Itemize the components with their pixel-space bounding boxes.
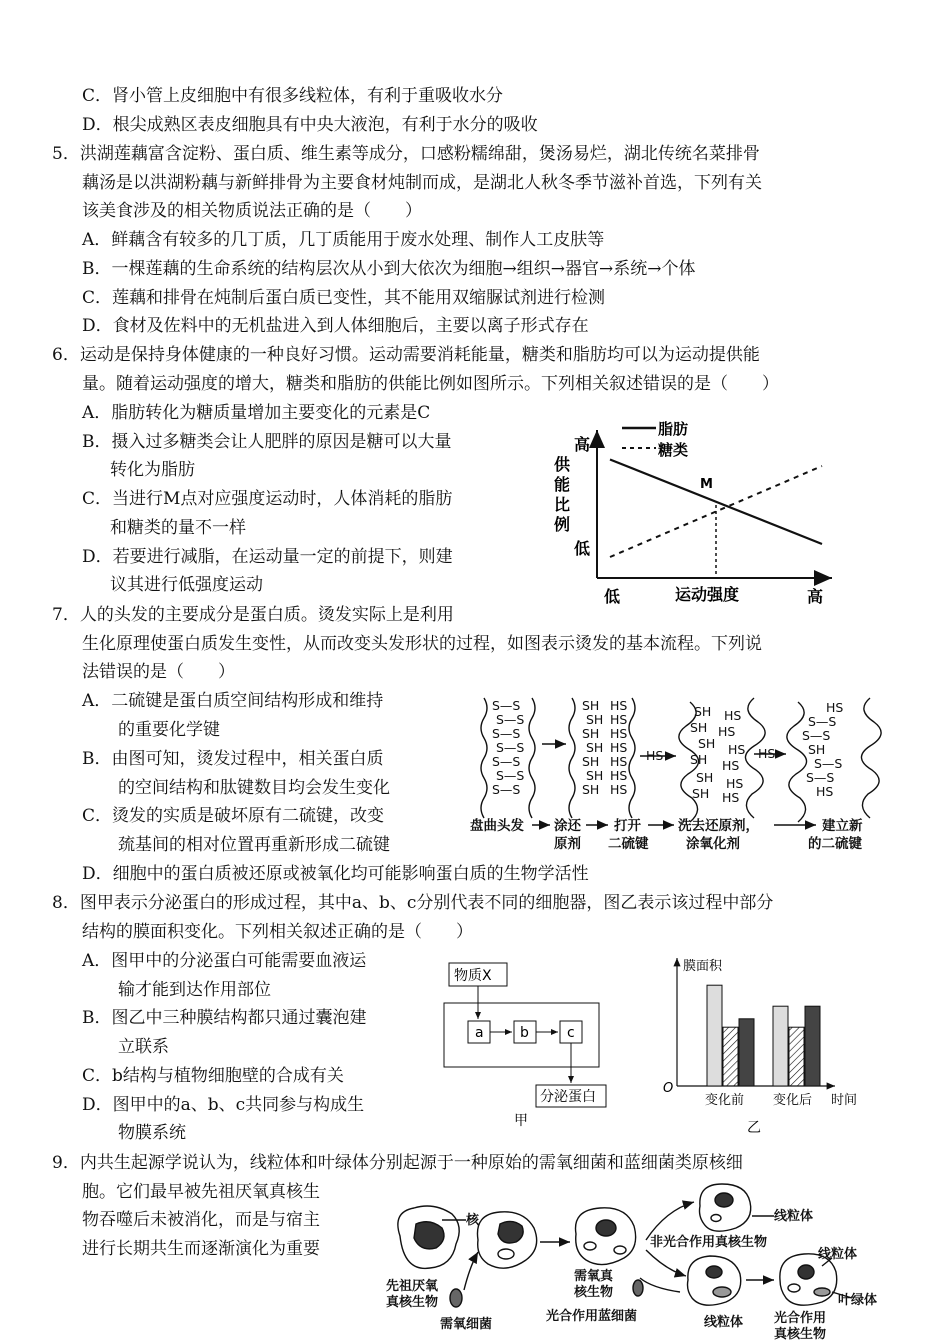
q9-aerobic-euk-line1: 需氧真 [574,1269,614,1284]
q5-option-c: C．莲藕和排骨在炖制后蛋白质已变性，其不能用双缩脲试剂进行检测 [82,288,606,308]
q6-y-label: 供能比例 [554,455,571,534]
svg-text:HS: HS [722,758,740,773]
q9-mito-label-3: 线粒体 [704,1315,744,1330]
svg-text:SH: SH [582,726,600,741]
q8-bar-before-1 [707,985,722,1086]
svg-text:SH: SH [582,698,600,713]
svg-text:HS: HS [610,698,628,713]
q7-stem-line2: 生化原理使蛋白质发生变性，从而改变头发形状的过程，如图表示烫发的基本流程。下列说 [82,634,762,654]
q8-option-a-line1: A．图甲中的分泌蛋白可能需要血液运 [82,951,367,971]
svg-text:SH: SH [692,786,710,801]
svg-text:SH: SH [694,704,712,719]
q5-stem-line3: 该美食涉及的相关物质说法正确的是（ ） [82,201,422,221]
q8-option-b-line2: 立联系 [118,1037,169,1057]
svg-text:HS: HS [816,784,834,799]
q9-ancestor-line2: 真核生物 [386,1295,439,1310]
svg-text:SH: SH [698,736,716,751]
q7-option-d: D．细胞中的蛋白质被还原或被氧化均可能影响蛋白质的生物学活性 [82,864,589,884]
q7-option-c-line1: C．烫发的实质是破坏原有二硫键，改变 [82,806,385,826]
q7-step2-line1: 涂还 [554,818,581,834]
q7-stem-line3: 法错误的是（ ） [82,662,235,682]
q9-photo-euk-line1: 光合作用 [774,1311,827,1326]
q9-stem-line4: 进行长期共生而逐渐演化为重要 [82,1239,320,1259]
q7-stem-line1: 7．人的头发的主要成分是蛋白质。烫发实际上是利用 [52,605,454,625]
q8-organelle-a: a [475,1025,484,1041]
q7-option-b-line1: B．由图可知，烫发过程中，相关蛋白质 [82,749,384,769]
q8-bar-after-3 [805,1006,820,1086]
q8-option-b-line1: B．图乙中三种膜结构都只通过囊泡建 [82,1008,367,1028]
q8-label-jia: 甲 [514,1113,528,1129]
q8-bar-after-2 [789,1027,804,1086]
q6-x-high: 高 [807,587,824,606]
q8-y-label: 膜面积 [683,959,723,974]
q9-nucleus-label: 核 [466,1213,480,1228]
q7-option-a-line2: 的重要化学键 [118,720,220,740]
q7-perm-diagram [468,690,888,858]
q7-step4-line2: 涂氧化剂 [686,836,740,852]
svg-text:SH: SH [586,740,604,755]
svg-text:HS: HS [610,726,628,741]
q7-step4-line1: 洗去还原剂， [678,818,759,834]
svg-text:S—S: S—S [806,770,835,785]
q8-x-after: 变化后 [773,1093,813,1108]
q7-option-c-line2: 巯基间的相对位置再重新形成二硫键 [118,835,390,855]
svg-text:HS: HS [718,724,736,739]
svg-text:S—S: S—S [492,782,521,797]
q6-stem-line2: 量。随着运动强度的增大，糖类和脂肪的供能比例如图所示。下列相关叙述错误的是（ ） [82,374,779,394]
q6-y-low: 低 [574,539,591,558]
q7-step2-line2: 原剂 [554,836,581,852]
q6-option-a: A．脂肪转化为糖质量增加主要变化的元素是C [82,403,431,423]
q5-option-d: D．食材及佐料中的无机盐进入到人体细胞后，主要以离子形式存在 [82,316,589,336]
q5-stem-line1: 5．洪湖莲藕富含淀粉、蛋白质、维生素等成分，口感粉糯绵甜，煲汤易烂，湖北传统名菜排骨 [52,144,760,164]
svg-text:HS: HS [610,712,628,727]
q6-legend-sugar: 糖类 [658,441,689,459]
q9-stem-line3: 物吞噬后未被消化，而是与宿主 [82,1210,320,1230]
svg-text:SH: SH [582,754,600,769]
q9-stem-line2: 胞。它们最早被先祖厌氧真核生 [82,1182,320,1202]
q5-stem-line2: 藕汤是以洪湖粉藕与新鲜排骨为主要食材炖制而成，是湖北人秋冬季节滋补首选，下列有关 [82,173,762,193]
q6-legend-fat: 脂肪 [658,420,689,438]
q8-bars [707,985,820,1086]
q9-endosymbiosis-diagram [382,1180,902,1340]
q8-figure-yi [655,952,880,1137]
q9-aerobic-bacterium-label: 需氧细菌 [440,1317,493,1332]
q9-cyano-label: 光合作用蓝细菌 [546,1309,638,1324]
svg-text:S—S: S—S [808,714,837,729]
q8-figure-jia [440,955,615,1130]
svg-text:S—S: S—S [496,768,525,783]
q9-stem-line1: 9．内共生起源学说认为，线粒体和叶绿体分别起源于一种原始的需氧细菌和蓝细菌类原核细 [52,1153,743,1173]
q8-organelle-b: b [520,1025,529,1041]
q7-step5-line1: 建立新 [822,818,863,834]
q7-option-b-line2: 的空间结构和肽键数目均会发生变化 [118,778,390,798]
q7-step1: 盘曲头发 [470,818,524,834]
q4-option-d: D．根尖成熟区表皮细胞具有中央大液泡，有利于水分的吸收 [82,115,538,135]
svg-text:HS: HS [646,748,664,763]
svg-text:S—S: S—S [496,712,525,727]
svg-text:HS: HS [826,700,844,715]
q8-origin: O [663,1081,674,1096]
svg-text:SH: SH [690,720,708,735]
q9-cyanobacterium [633,1280,643,1296]
q9-photo-euk-line2: 真核生物 [774,1327,827,1340]
q8-x-label: 时间 [831,1093,858,1108]
q6-y-high: 高 [574,435,591,454]
svg-text:HS: HS [758,746,776,761]
q8-secreted-protein: 分泌蛋白 [540,1089,596,1105]
q8-bar-before-2 [723,1027,738,1086]
q6-x-label: 运动强度 [675,585,740,604]
q8-option-d-line1: D．图甲中的a、b、c共同参与构成生 [82,1095,365,1115]
q8-stem-line1: 8．图甲表示分泌蛋白的形成过程，其中a、b、c分别代表不同的细胞器，图乙表示该过程中部分 [52,893,774,913]
q8-option-a-line2: 输才能到达作用部位 [118,980,271,1000]
q6-point-m: M [700,477,713,492]
svg-text:S—S: S—S [492,726,521,741]
q5-option-a: A．鲜藕含有较多的几丁质，几丁质能用于废水处理、制作人工皮肤等 [82,230,605,250]
q9-aerobic-euk-line2: 核生物 [574,1285,614,1300]
q8-substance-x: 物质X [454,968,492,984]
svg-text:HS: HS [722,790,740,805]
q9-engulf-cyano-cell [688,1256,741,1305]
q8-x-before: 变化前 [705,1093,745,1108]
q8-bar-after-1 [773,1006,788,1086]
q6-plot-area [610,460,822,579]
q9-aerobic-bacterium [450,1289,462,1307]
q8-option-c: C．b结构与植物细胞壁的合成有关 [82,1066,344,1086]
q5-option-b: B．一棵莲藕的生命系统的结构层次从小到大依次为细胞→组织→器官→系统→个体 [82,259,696,279]
svg-text:HS: HS [610,768,628,783]
q9-nonphoto-label: 非光合作用真核生物 [650,1235,768,1250]
q6-option-c-line1: C．当进行M点对应强度运动时，人体消耗的脂肪 [82,489,453,509]
q7-step3-line2: 二硫键 [608,836,649,852]
q7-option-a-line1: A．二硫键是蛋白质空间结构形成和维持 [82,691,384,711]
q4-option-c: C．肾小管上皮细胞中有很多线粒体，有利于重吸收水分 [82,86,504,106]
q9-chloro-label: 叶绿体 [838,1293,878,1308]
svg-text:SH: SH [586,768,604,783]
svg-text:SH: SH [696,770,714,785]
svg-text:S—S: S—S [492,754,521,769]
svg-text:HS: HS [728,742,746,757]
svg-text:HS: HS [726,776,744,791]
svg-text:SH: SH [808,742,826,757]
q8-option-d-line2: 物膜系统 [118,1123,186,1143]
svg-text:SH: SH [586,712,604,727]
q6-option-b-line2: 转化为脂肪 [110,460,195,480]
q7-step5-line2: 的二硫键 [808,836,862,852]
svg-text:SH: SH [582,782,600,797]
q6-option-c-line2: 和糖类的量不一样 [110,518,246,538]
q6-x-low: 低 [604,587,621,606]
svg-text:HS: HS [610,740,628,755]
svg-text:S—S: S—S [814,756,843,771]
svg-text:HS: HS [610,782,628,797]
svg-text:HS: HS [724,708,742,723]
q7-step3-line1: 打开 [614,818,641,834]
svg-text:S—S: S—S [492,698,521,713]
q8-bar-before-3 [739,1019,754,1086]
q6-energy-chart [540,410,840,606]
svg-text:SH: SH [690,752,708,767]
q9-mito-label-2: 线粒体 [818,1247,858,1262]
q9-ancestor-line1: 先祖厌氧 [386,1279,439,1294]
svg-text:HS: HS [610,754,628,769]
q9-mito-label-1: 线粒体 [774,1209,814,1224]
svg-text:S—S: S—S [496,740,525,755]
q6-option-b-line1: B．摄入过多糖类会让人肥胖的原因是糖可以大量 [82,432,452,452]
svg-text:S—S: S—S [802,728,831,743]
q6-option-d-line2: 议其进行低强度运动 [110,575,263,595]
q6-stem-line1: 6．运动是保持身体健康的一种良好习惯。运动需要消耗能量，糖类和脂肪均可以为运动提供能 [52,345,760,365]
q6-option-d-line1: D．若要进行减脂，在运动量一定的前提下，则建 [82,547,453,567]
q8-stem-line2: 结构的膜面积变化。下列相关叙述正确的是（ ） [82,922,473,942]
q8-label-yi: 乙 [747,1120,761,1136]
q8-organelle-c: c [567,1025,575,1041]
